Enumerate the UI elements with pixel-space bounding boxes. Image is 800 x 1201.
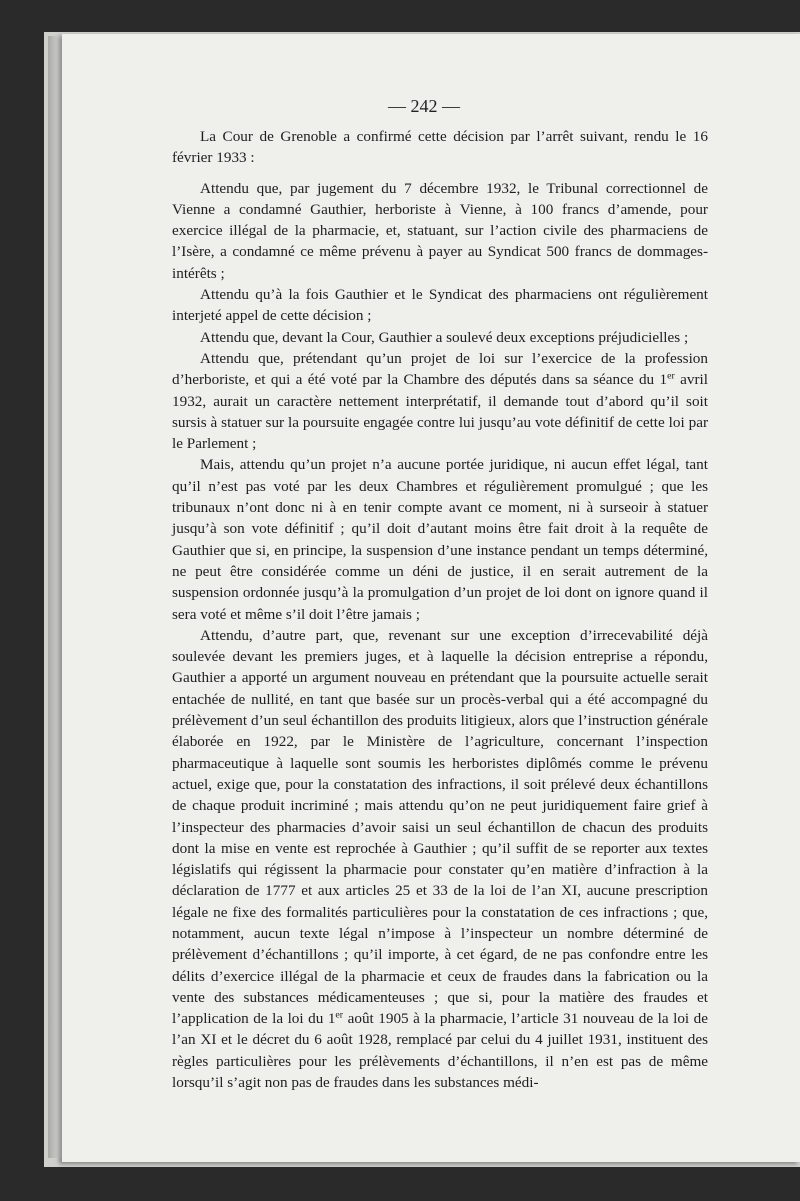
paragraph: Attendu que, prétendant qu’un projet de loi sur l’exercice de la profession d’herboriste, et qui a été voté par la Chambre des députés dans sa séance du 1er avril 1932, aurait un caractère nettement interprétatif, il demande tout d’abord qu’il soit sursis à statuer sur la poursuite engagée contre lui jusqu’au vote définitif de cette loi par le Parlement ; — [172, 349, 708, 453]
document-body — [172, 126, 708, 1093]
paragraph-intro: La Cour de Grenoble a confirmé cette décision par l’arrêt suivant, rendu le 16 février 1933 : — [172, 128, 708, 167]
page-edge — [48, 36, 62, 1158]
paragraph: Mais, attendu qu’un projet n’a aucune portée juridique, ni aucun effet légal, tant qu’il n’est pas voté par les deux Chambres et régulièrement promulgué ; que les tribunaux n’ont donc ni à en tenir compte avant ce moment, ni à surseoir à statuer jusqu’à son vote définitif ; qu’il doit d’autant moins être fait droit à la requête de Gauthier que si, en principe, la suspension d’une instance pendant un temps déterminé, ne peut être considérée comme un déni de justice, il en serait autrement de la suspension ordonnée jusqu’à la promulgation d’un projet de loi dont on ignore quand il sera voté et même s’il doit l’être jamais ; — [172, 456, 708, 623]
paragraph: Attendu, d’autre part, que, revenant sur une exception d’irrecevabilité déjà soulevée devant les premiers juges, et à laquelle la décision entreprise a répondu, Gauthier a apporté un argument nouveau en prétendant que la poursuite actuelle serait entachée de nullité, en tant que basée sur un procès-verbal qui a été accompagné du prélèvement d’un seul échantillon des produits litigieux, alors que l’instruction générale élaborée en 1922, par le Ministère de l’agriculture, concernant l’inspection pharmaceutique à laquelle sont soumis les herboristes diplômés comme le prévenu actuel, exige que, pour la constatation des infractions, il soit prélevé deux échantillons de chaque produit incriminé ; mais attendu qu’on ne peut juridiquement faire grief à l’inspecteur des pharmacies d’avoir saisi un seul échantillon de chacun des produits dont la mise en vente est reprochée à Gauthier ; qu’il suffit de se reporter aux textes législatifs qui régissent la pharmacie pour constater qu’en matière d’infraction à la déclaration de 1777 et aux articles 25 et 33 de la loi de l’an XI, aucune prescription légale ne fixe des formalités particulières pour la constatation de ces infractions ; que, notamment, aucun texte légal n’impose à l’inspecteur un nombre déterminé de prélèvement d’échantillons ; qu’il importe, à cet égard, de ne pas confondre entre les délits d’exercice illégal de la pharmacie et ceux de fraudes dans la fabrication ou la vente des substances médicamenteuses ; que si, pour la matière des fraudes et l’application de la loi du 1er août 1905 à la pharmacie, l’article 31 nouveau de la loi de l’an XI et le décret du 6 août 1928, remplacé par celui du 4 juillet 1931, instituent des règles particulières pour les prélèvements d’échantillons, il n’en est pas de même lorsqu’il s’agit non pas de fraudes dans les substances médi- — [172, 626, 708, 1092]
paragraph: Attendu que, devant la Cour, Gauthier a soulevé deux exceptions préjudicielles ; — [200, 328, 689, 346]
paragraph: Attendu que, par jugement du 7 décembre 1932, le Tribunal correctionnel de Vienne a condamné Gauthier, herboriste à Vienne, à 100 francs d’amende, pour exercice illégal de la pharmacie, et, statuant, sur l’action civile des pharmaciens de l’Isère, a condamné ce même prévenu à payer au Syndicat 500 francs de dommages-intérêts ; — [172, 179, 708, 282]
paragraph: Attendu qu’à la fois Gauthier et le Syndicat des pharmaciens ont régulièrement interjeté appel de cette décision ; — [172, 286, 708, 325]
page-number: — 242 — — [388, 96, 460, 116]
